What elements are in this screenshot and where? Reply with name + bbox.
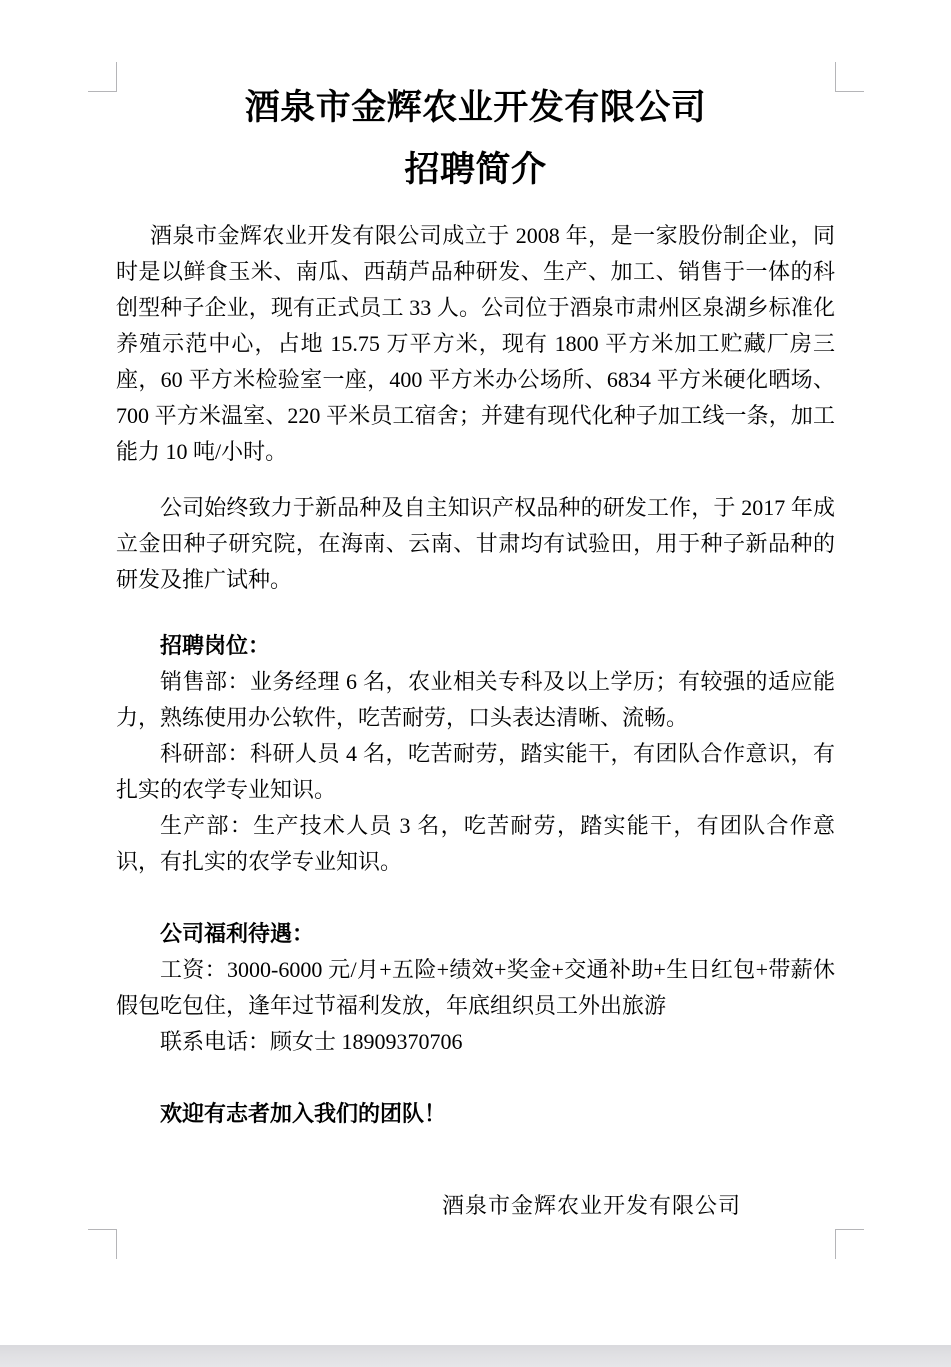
welfare-heading: 公司福利待遇： bbox=[160, 921, 315, 946]
crop-mark-bottom-right bbox=[835, 1229, 864, 1259]
closing-line: 欢迎有志者加入我们的团队！ bbox=[160, 1101, 447, 1126]
contact-paragraph: 联系电话：顾女士 18909370706 bbox=[160, 1029, 463, 1054]
workspace-bottom-strip bbox=[0, 1345, 951, 1367]
crop-mark-top-right bbox=[835, 62, 864, 92]
crop-mark-bottom-left bbox=[88, 1229, 117, 1259]
document-title: 酒泉市金辉农业开发有限公司 bbox=[244, 88, 707, 127]
crop-mark-top-left bbox=[88, 62, 117, 92]
intro-paragraph-1: 酒泉市金辉农业开发有限公司成立于 2008 年，是一家股份制企业，同时是以鲜食玉米、南瓜、西葫芦品种研发、生产、加工、销售于一体的科创型种子企业，现有正式员工 33 人。公司位于酒泉市肃州区泉湖乡标准化养殖示范中心，占地 15.75 万平方米，现有 1800 平方米加工贮藏厂房三座，60 平方米检验室一座，400 平方米办公场所、6834 平方米硬化晒场、700 平方米温室、220 平米员工宿舍；并建有现代化种子加工线一条，加工能力 10 吨/小时。 bbox=[116, 223, 835, 464]
job-sales-paragraph: 销售部：业务经理 6 名，农业相关专科及以上学历；有较强的适应能力，熟练使用办公软件，吃苦耐劳，口头表达清晰、流畅。 bbox=[116, 669, 835, 730]
job-production-paragraph: 生产部：生产技术人员 3 名，吃苦耐劳，踏实能干，有团队合作意识，有扎实的农学专业知识。 bbox=[116, 813, 835, 874]
document-text-area[interactable] bbox=[116, 86, 835, 1224]
job-research-paragraph: 科研部：科研人员 4 名，吃苦耐劳，踏实能干，有团队合作意识，有扎实的农学专业知识。 bbox=[116, 741, 835, 802]
document-subtitle: 招聘简介 bbox=[404, 150, 547, 189]
signature-line: 酒泉市金辉农业开发有限公司 bbox=[442, 1193, 742, 1218]
welfare-salary-paragraph: 工资：3000-6000 元/月+五险+绩效+奖金+交通补助+生日红包+带薪休假包吃包住，逢年过节福利发放，年底组织员工外出旅游 bbox=[116, 957, 835, 1018]
intro-paragraph-2: 公司始终致力于新品种及自主知识产权品种的研发工作，于 2017 年成立金田种子研究院，在海南、云南、甘肃均有试验田，用于种子新品种的研发及推广试种。 bbox=[116, 495, 835, 592]
jobs-heading: 招聘岗位： bbox=[160, 633, 271, 658]
